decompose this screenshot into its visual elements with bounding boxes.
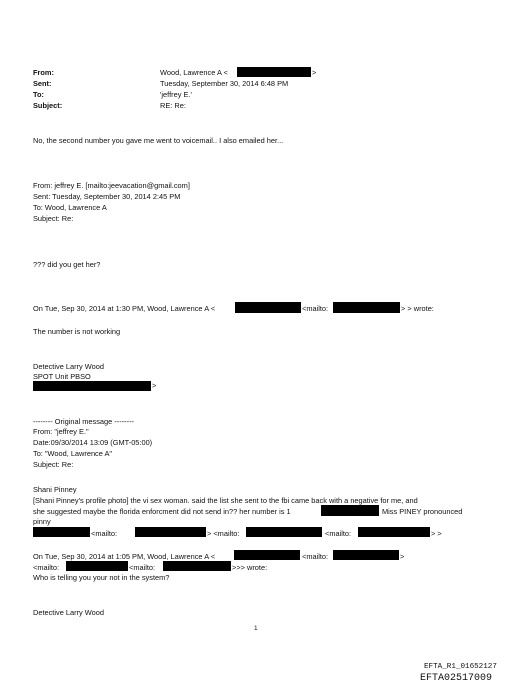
- sent-label: Sent:: [33, 79, 52, 88]
- signature-unit: SPOT Unit PBSO: [33, 372, 91, 381]
- redaction-box: [163, 561, 231, 571]
- on-tue-105-mailto-a: <mailto:: [33, 563, 60, 572]
- quoted-body: ??? did you get her?: [33, 260, 101, 269]
- quoted-to: To: Wood, Lawrence A: [33, 203, 107, 212]
- page-number: 1: [254, 625, 258, 632]
- redaction-box: [66, 561, 128, 571]
- sent-value: Tuesday, September 30, 2014 6:48 PM: [160, 79, 289, 88]
- shani-mailto-2: > <mailto:: [207, 529, 240, 538]
- body-line: No, the second number you gave me went to voicemail.. I also emailed her...: [33, 136, 284, 145]
- quoted-subject: Subject: Re:: [33, 214, 74, 223]
- redaction-box: [321, 505, 379, 516]
- quoted-sent: Sent: Tuesday, September 30, 2014 2:45 PM: [33, 192, 181, 201]
- redaction-box: [33, 381, 151, 391]
- signature-name: Detective Larry Wood: [33, 362, 104, 371]
- on-tue-105-close-right: >: [400, 552, 405, 561]
- redaction-box: [333, 550, 399, 560]
- on-tue-130-suffix: > > wrote:: [401, 304, 434, 313]
- original-divider: -------- Original message --------: [33, 417, 134, 426]
- on-tue-105-mailto-right: <mailto:: [302, 552, 329, 561]
- redaction-box: [135, 527, 206, 537]
- footer-id-1: EFTA_R1_01652127: [424, 663, 497, 671]
- redaction-box: [33, 527, 90, 537]
- on-tue-130-prefix: On Tue, Sep 30, 2014 at 1:30 PM, Wood, Lawrence A <: [33, 304, 216, 313]
- shani-line2: she suggested maybe the florida enforcment did not send in?? her number is 1: [33, 507, 291, 516]
- subject-value: RE: Re:: [160, 101, 186, 110]
- quoted-from: From: jeffrey E. [mailto:jeevacation@gmail.com]: [33, 181, 190, 190]
- on-tue-105-question: Who is telling you your not in the system?: [33, 573, 170, 582]
- on-tue-105-prefix: On Tue, Sep 30, 2014 at 1:05 PM, Wood, Lawrence A <: [33, 552, 216, 561]
- on-tue-105-mailto-b: <mailto:: [129, 563, 156, 572]
- redaction-box: [246, 527, 322, 537]
- original-to: To: "Wood, Lawrence A": [33, 449, 113, 458]
- signature-name-2: Detective Larry Wood: [33, 608, 104, 617]
- redaction-box: [333, 302, 400, 313]
- from-label: From:: [33, 68, 54, 77]
- signature-close: >: [152, 381, 157, 390]
- shani-line3: pinny: [33, 517, 51, 526]
- shani-name: Shani Pinney: [33, 485, 77, 494]
- on-tue-105-wrote: >>> wrote:: [232, 563, 268, 572]
- shani-mailto-1: <mailto:: [91, 529, 118, 538]
- shani-line2-tail: Miss PINEY pronounced: [382, 507, 463, 516]
- not-working-line: The number is not working: [33, 327, 121, 336]
- to-value: 'jeffrey E.': [160, 90, 192, 99]
- original-from: From: "jeffrey E.": [33, 427, 89, 436]
- subject-label: Subject:: [33, 101, 63, 110]
- from-close: >: [312, 68, 317, 77]
- shani-line1: [Shani Pinney's profile photo] the vi sex woman. said the list she sent to the fbi came back with a negative for me, and: [33, 496, 418, 505]
- original-date: Date:09/30/2014 13:09 (GMT-05:00): [33, 438, 153, 447]
- from-value: Wood, Lawrence A <: [160, 68, 228, 77]
- redaction-box: [358, 527, 430, 537]
- original-subject: Subject: Re:: [33, 460, 74, 469]
- redaction-box: [237, 67, 311, 77]
- footer-id-2: EFTA02517009: [420, 673, 493, 684]
- to-label: To:: [33, 90, 44, 99]
- redaction-box: [235, 302, 301, 313]
- shani-mailto-3: <mailto:: [325, 529, 352, 538]
- on-tue-130-mailto: <mailto:: [302, 304, 329, 313]
- shani-close: > >: [431, 529, 442, 538]
- redaction-box: [234, 550, 300, 560]
